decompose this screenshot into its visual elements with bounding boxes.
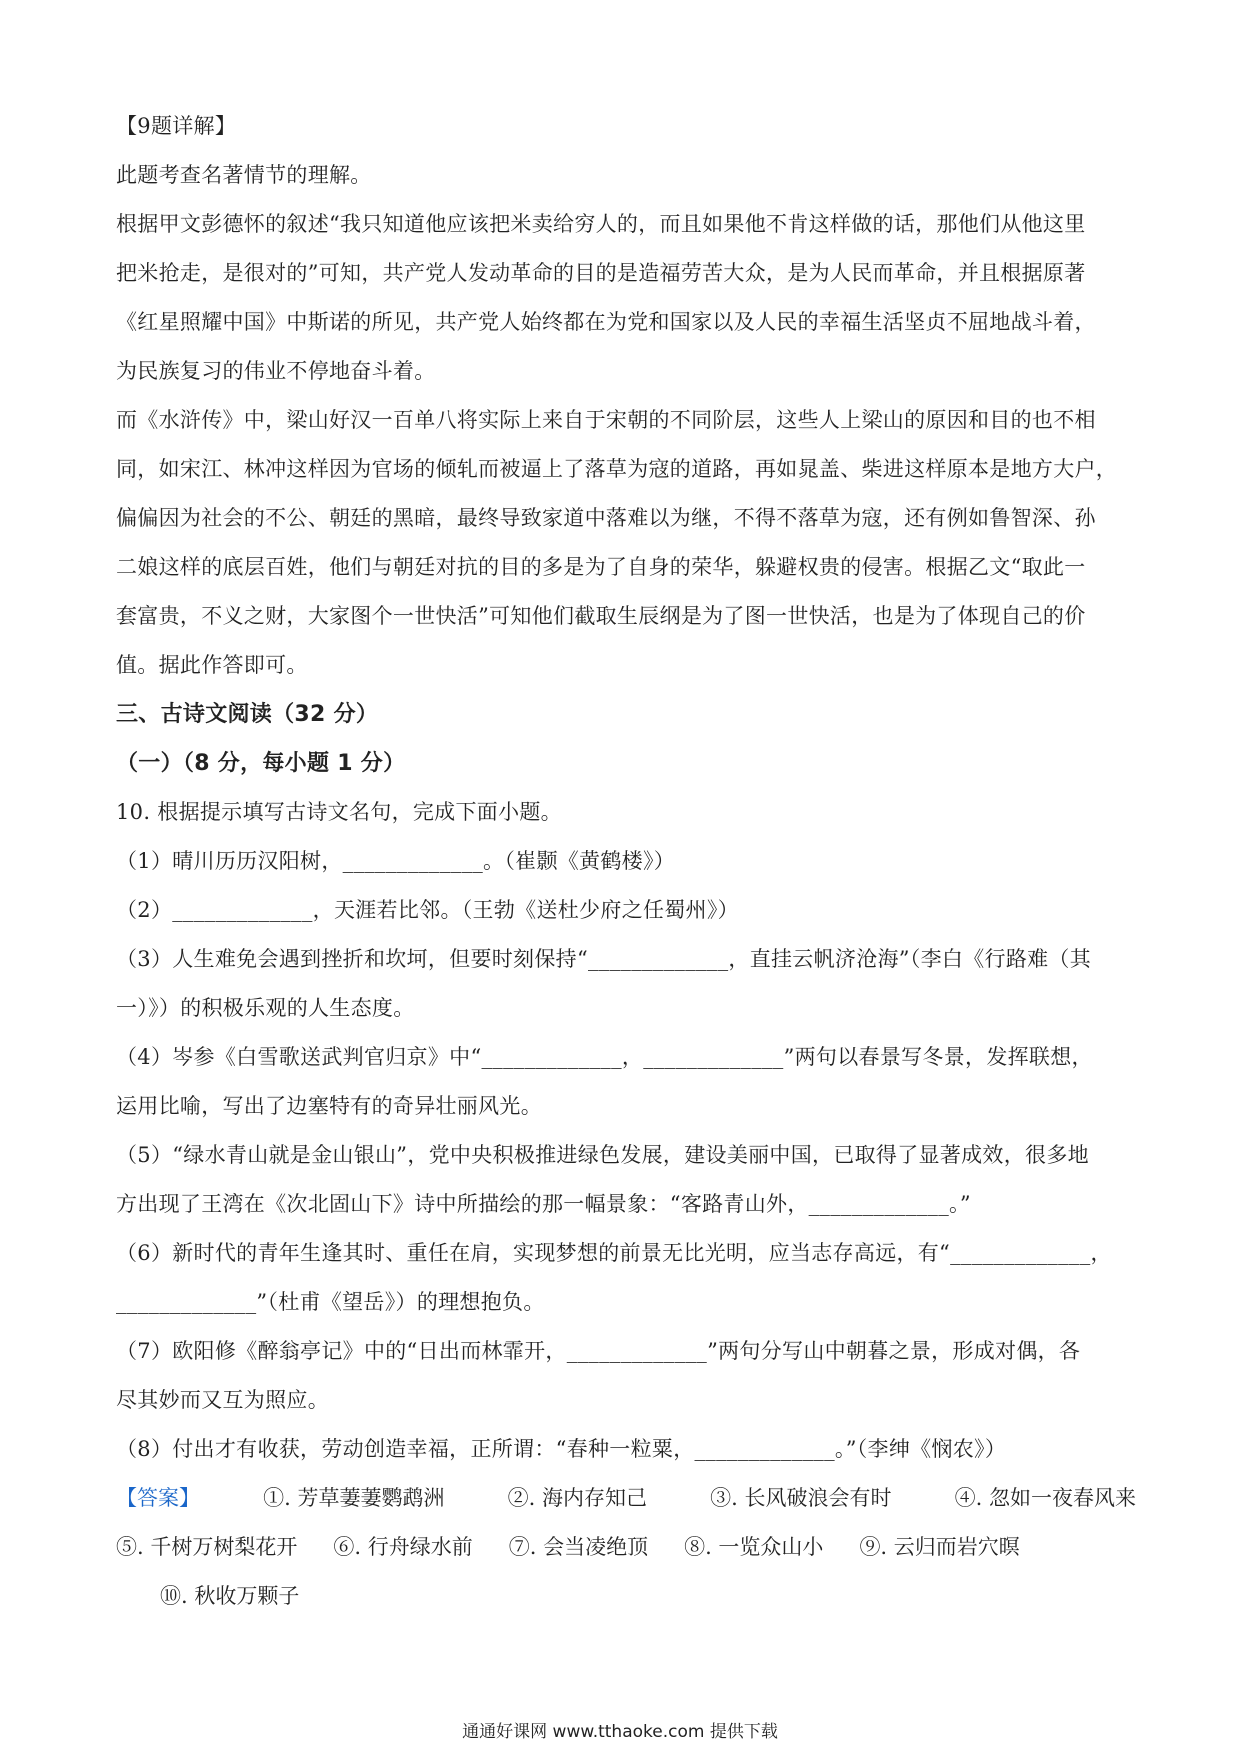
answer-item: ⑦. 会当凌绝顶: [508, 1535, 649, 1559]
document-page: [116, 102, 1136, 1621]
answer-row: [116, 1523, 1136, 1572]
answer-item: ③. 长风破浪会有时: [710, 1486, 892, 1510]
question-line: （2）_____________，天涯若比邻。（王勃《送杜少府之任蜀州》）: [116, 898, 739, 922]
question-line: _____________”（杜甫《望岳》）的理想抱负。: [116, 1290, 545, 1314]
answer-item: ④. 忽如一夜春风来: [954, 1486, 1136, 1510]
answer-row: [116, 1474, 1136, 1523]
question-line: 尽其妙而又互为照应。: [116, 1388, 329, 1412]
paragraph-line: 二娘这样的底层百姓，他们与朝廷对抗的目的多是为了自身的荣华，躲避权贵的侵害。根据乙文“取此一: [116, 555, 1086, 579]
paragraph-line: 而《水浒传》中，梁山好汉一百单八将实际上来自于宋朝的不同阶层，这些人上梁山的原因和目的也不相: [116, 408, 1096, 432]
paragraph-line: 偏偏因为社会的不公、朝廷的黑暗，最终导致家道中落难以为继，不得不落草为寇，还有例如鲁智深、孙: [116, 506, 1096, 530]
paragraph-line: 为民族复习的伟业不停地奋斗着。: [116, 359, 436, 383]
answer-block: [116, 1474, 1136, 1621]
answer-row: [116, 1572, 1136, 1621]
paragraph-line: 套富贵，不义之财，大家图个一世快活”可知他们截取生辰纲是为了图一世快活，也是为了体现自己的价: [116, 604, 1086, 628]
paragraph-line: 根据甲文彭德怀的叙述“我只知道他应该把米卖给穷人的，而且如果他不肯这样做的话，那他们从他这里: [116, 212, 1086, 236]
answer-item: ⑥. 行舟绿水前: [333, 1535, 473, 1559]
question-line: 运用比喻，写出了边塞特有的奇异壮丽风光。: [116, 1094, 542, 1118]
question-line: 10. 根据提示填写古诗文名句，完成下面小题。: [116, 800, 562, 824]
paragraph-line: 此题考查名著情节的理解。: [116, 163, 372, 187]
paragraph-line: 值。据此作答即可。: [116, 653, 308, 677]
paragraph-line: 把米抢走，是很对的”可知，共产党人发动革命的目的是造福劳苦大众，是为人民而革命，并且根据原著: [116, 261, 1086, 285]
answer-item: ①. 芳草萋萋鹦鹉洲: [263, 1486, 445, 1510]
question-line: （4）岑参《白雪歌送武判官归京》中“_____________，_____________”两句以春景写冬景，发挥联想，: [116, 1045, 1093, 1069]
page-footer: 通通好课网 www.tthaoke.com 提供下载: [462, 1722, 778, 1742]
question-line: 方出现了王湾在《次北固山下》诗中所描绘的那一幅景象：“客路青山外，_____________。”: [116, 1192, 971, 1216]
subsection-title: （一）（8 分，每小题 1 分）: [116, 751, 406, 776]
answer-item: ②. 海内存知己: [507, 1486, 647, 1510]
answer-label: 【答案】: [116, 1486, 200, 1510]
question-line: （7）欧阳修《醉翁亭记》中的“日出而林霏开，_____________”两句分写山中朝暮之景，形成对偶，各: [116, 1339, 1081, 1363]
question-line: （1）晴川历历汉阳树，_____________。（崔颢《黄鹤楼》）: [116, 849, 676, 873]
question-block: [116, 788, 1136, 1474]
explanation-block: [116, 151, 1136, 690]
question-line: （6）新时代的青年生逢其时、重任在肩，实现梦想的前景无比光明，应当志存高远，有“_____________，: [116, 1241, 1112, 1265]
section-title: 三、古诗文阅读（32 分）: [116, 702, 379, 727]
answer-item: ⑤. 千树万树梨花开: [116, 1535, 298, 1559]
paragraph-line: 同，如宋江、林冲这样因为官场的倾轧而被逼上了落草为寇的道路，再如晁盖、柴进这样原本是地方大户，: [116, 457, 1118, 481]
answer-item: ⑨. 云归而岩穴暝: [859, 1535, 1020, 1559]
paragraph-line: 《红星照耀中国》中斯诺的所见，共产党人始终都在为党和国家以及人民的幸福生活坚贞不屈地战斗着，: [116, 310, 1096, 334]
answer-item: ⑧. 一览众山小: [684, 1535, 824, 1559]
question-line: （5）“绿水青山就是金山银山”，党中央积极推进绿色发展，建设美丽中国，已取得了显著成效，很多地: [116, 1143, 1089, 1167]
question-line: 一）》）的积极乐观的人生态度。: [116, 996, 415, 1020]
question-line: （8）付出才有收获，劳动创造幸福，正所谓：“春种一粒粟，_____________。”（李绅《悯农》）: [116, 1437, 1007, 1461]
detail-title: 【9题详解】: [116, 114, 237, 138]
question-line: （3）人生难免会遇到挫折和坎坷，但要时刻保持“_____________，直挂云帆济沧海”（李白《行路难（其: [116, 947, 1092, 971]
answer-item: ⑩. 秋收万颗子: [160, 1584, 300, 1608]
